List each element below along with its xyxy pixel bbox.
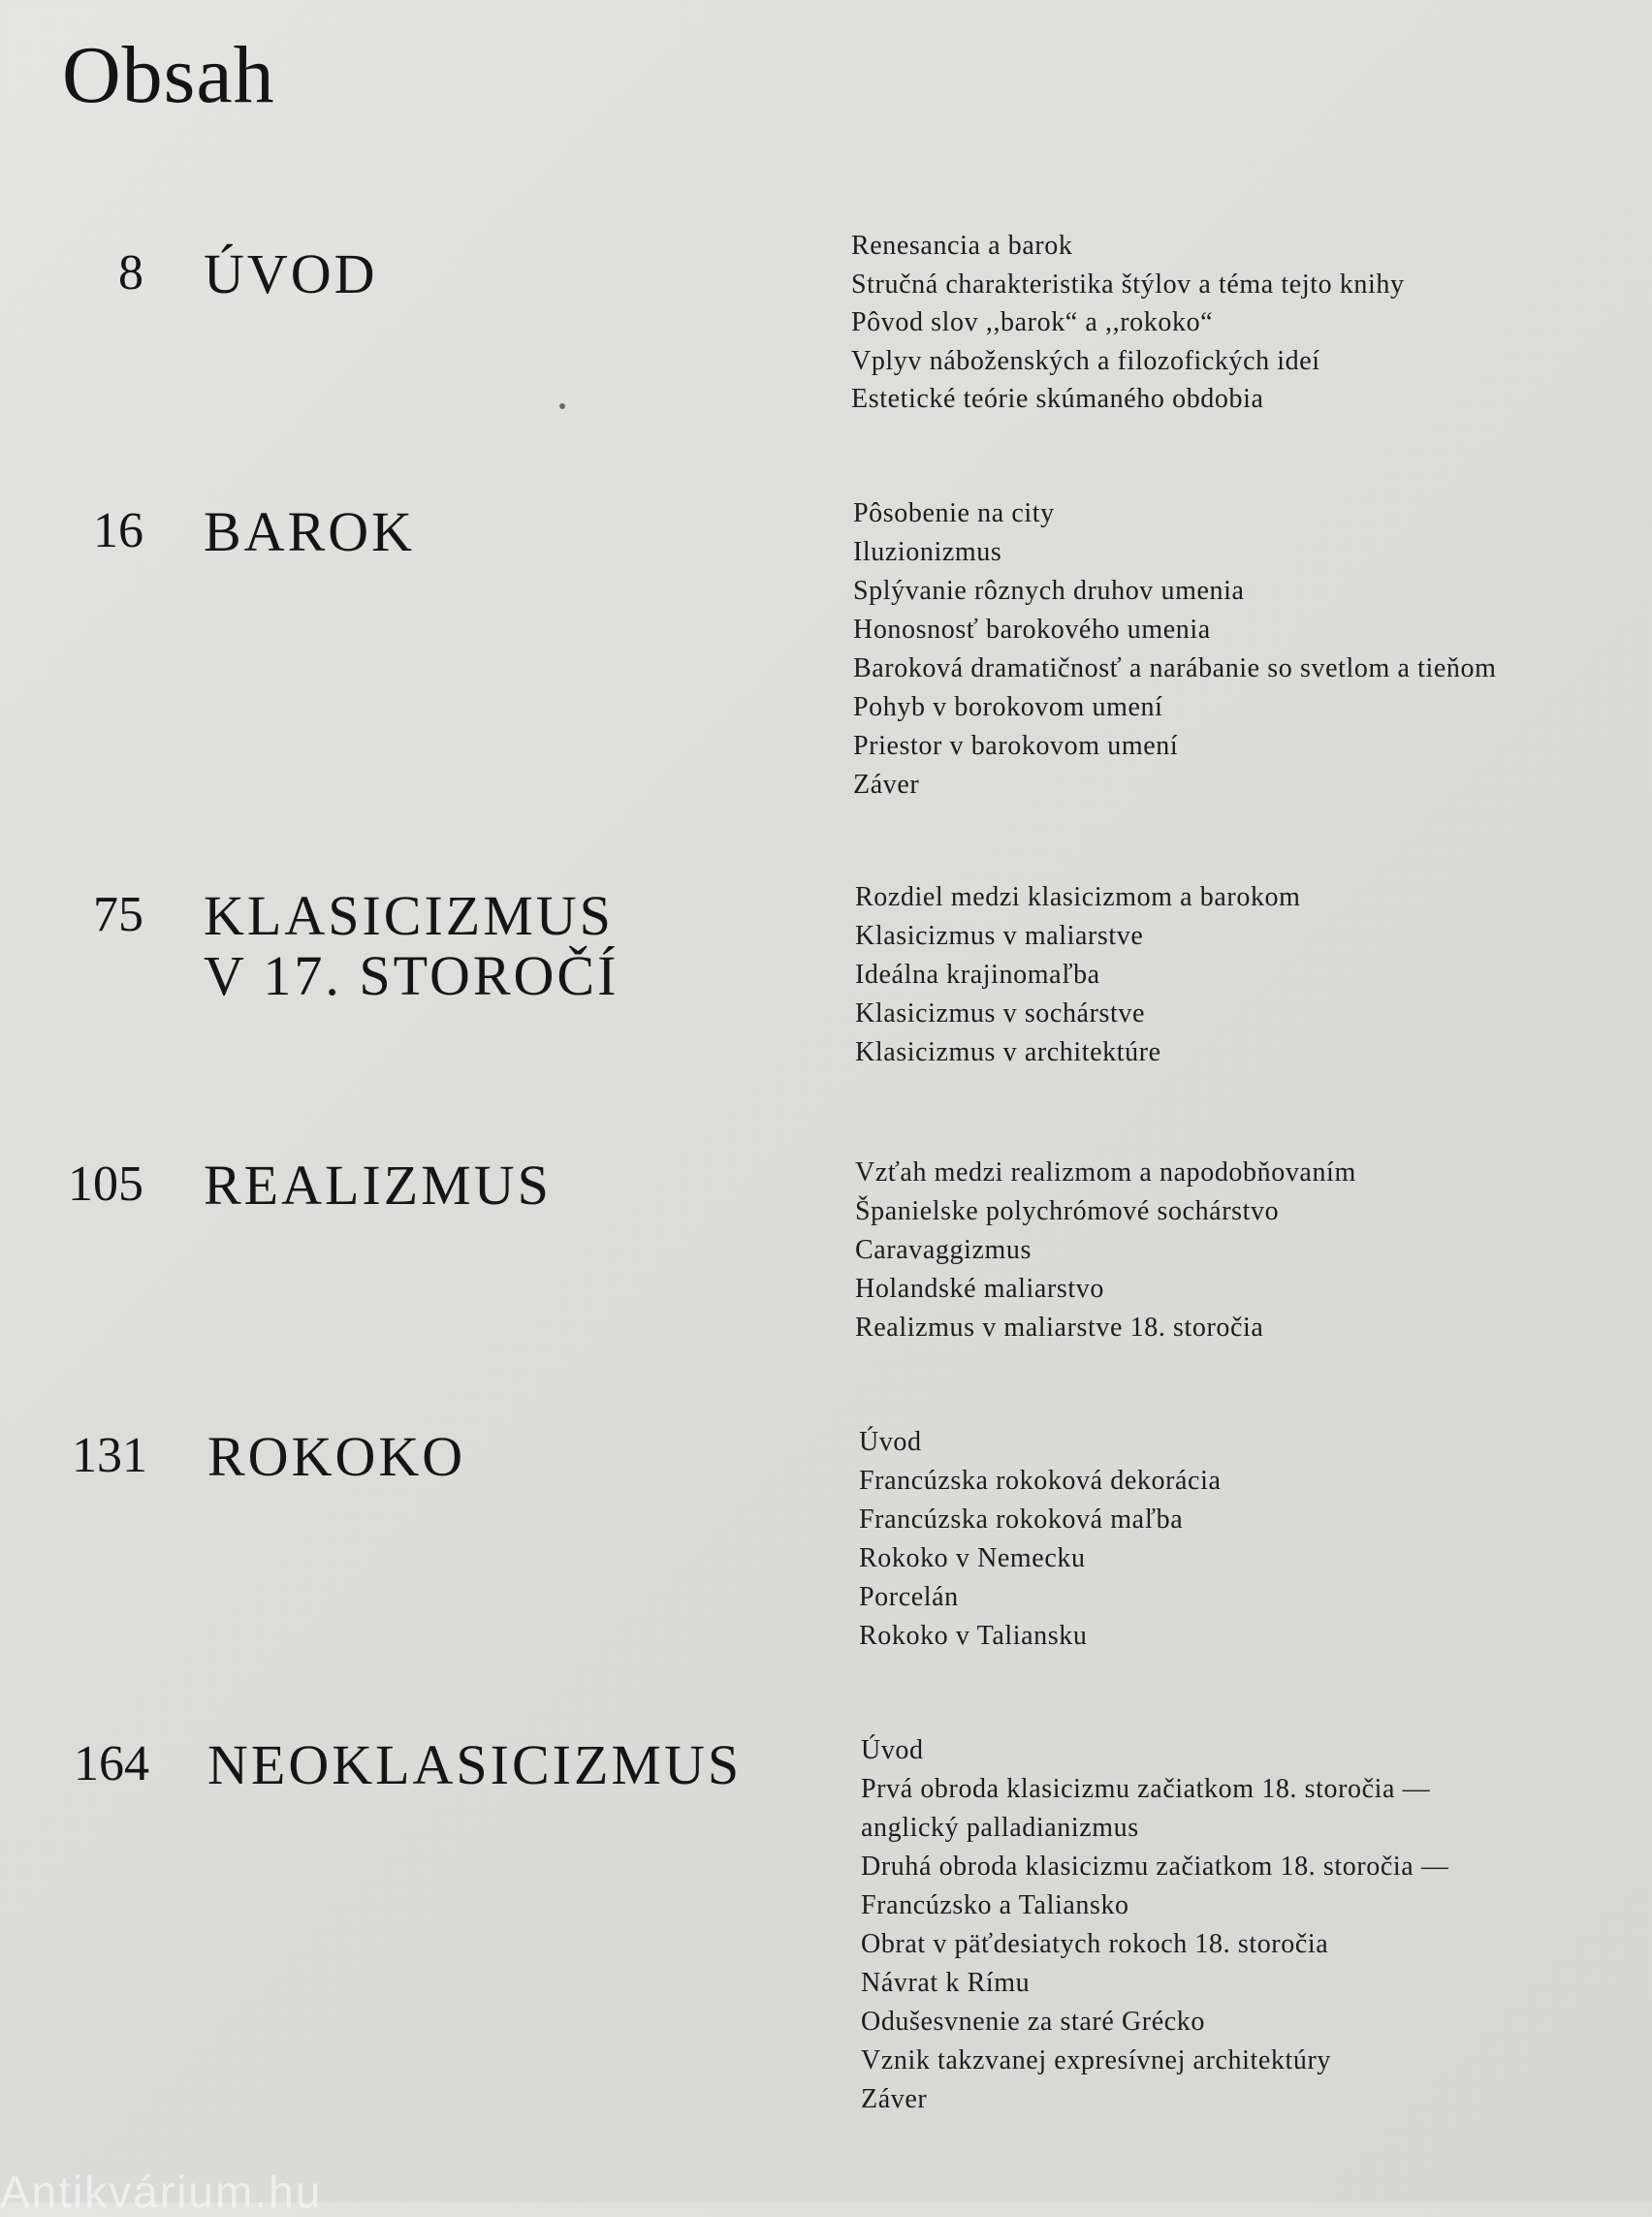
section-title <box>204 244 378 304</box>
topic-item: Iluzionizmus <box>853 537 1002 567</box>
section-page-number: 164 <box>74 1736 149 1791</box>
topic-item: Estetické teórie skúmaného obdobia <box>851 384 1264 414</box>
topic-item: Stručná charakteristika štýlov a téma tejto knihy <box>851 269 1405 300</box>
section-page-number: 105 <box>68 1156 143 1212</box>
topic-item: Porcelán <box>859 1582 959 1612</box>
topic-item: Baroková dramatičnosť a narábanie so svetlom a tieňom <box>853 653 1497 683</box>
topic-item: Španielske polychrómové sochárstvo <box>855 1196 1280 1226</box>
topic-item: Vzťah medzi realizmom a napodobňovaním <box>855 1157 1356 1188</box>
section-page-number: 131 <box>72 1428 147 1483</box>
topic-item: Druhá obroda klasicizmu začiatkom 18. storočia — <box>861 1852 1449 1882</box>
topic-item: Úvod <box>859 1427 922 1457</box>
section-page-number: 8 <box>118 245 143 301</box>
section-title-line: ÚVOD <box>204 242 378 305</box>
section-topics <box>855 1154 1356 1347</box>
topic-item: Klasicizmus v architektúre <box>855 1037 1161 1067</box>
topic-item: Úvod <box>861 1735 924 1765</box>
topic-item: Francúzska rokoková dekorácia <box>859 1466 1222 1496</box>
section-topics <box>855 878 1301 1072</box>
topic-item: Vplyv náboženských a filozofických ideí <box>851 345 1320 376</box>
topic-item: Záver <box>853 770 920 800</box>
paper-speck <box>559 403 565 409</box>
topic-item: Odušesvnenie za staré Grécko <box>861 2007 1205 2037</box>
topic-item: Obrat v päťdesiatych rokoch 18. storočia <box>861 1929 1329 1959</box>
topic-item: Rokoko v Taliansku <box>859 1621 1088 1651</box>
topic-item: Klasicizmus v maliarstve <box>855 921 1144 951</box>
topic-item: Holandské maliarstvo <box>855 1274 1104 1304</box>
section-title-line: KLASICIZMUS <box>204 884 614 947</box>
topic-item: Realizmus v maliarstve 18. storočia <box>855 1313 1264 1343</box>
topic-item: Prvá obroda klasicizmu začiatkom 18. storočia — <box>861 1774 1431 1804</box>
section-topics <box>859 1423 1221 1656</box>
page-title: Obsah <box>62 30 275 120</box>
section-title <box>204 1156 552 1216</box>
topic-item: Vznik takzvanej expresívnej architektúry <box>861 2045 1332 2075</box>
topic-item: Rokoko v Nemecku <box>859 1543 1086 1573</box>
topic-item: Ideálna krajinomaľba <box>855 960 1100 990</box>
topic-item: Rozdiel medzi klasicizmom a barokom <box>855 882 1301 912</box>
topic-item: Francúzska rokoková maľba <box>859 1504 1184 1535</box>
section-title <box>207 1735 742 1795</box>
watermark: Antikvárium.hu <box>0 2167 323 2217</box>
topic-item: Pohyb v borokovom umení <box>853 692 1163 722</box>
topic-item: Pôvod slov ,,barok“ a ,,rokoko“ <box>851 307 1214 337</box>
topic-item: Záver <box>861 2084 928 2114</box>
section-title <box>204 886 619 1006</box>
topic-item: Klasicizmus v sochárstve <box>855 998 1145 1029</box>
topic-item: Honosnosť barokového umenia <box>853 615 1211 645</box>
section-page-number: 16 <box>93 503 143 558</box>
section-title <box>204 502 415 562</box>
section-topics <box>851 227 1405 419</box>
section-topics <box>853 494 1496 805</box>
section-title-line: BAROK <box>204 500 416 563</box>
section-title-line: REALIZMUS <box>204 1154 552 1217</box>
section-page-number: 75 <box>93 887 143 942</box>
topic-item: Návrat k Rímu <box>861 1968 1031 1998</box>
section-title <box>207 1427 465 1487</box>
topic-item: Renesancia a barok <box>851 231 1073 261</box>
topic-item: anglický palladianizmus <box>861 1813 1139 1843</box>
topic-item: Priestor v barokovom umení <box>853 731 1179 761</box>
topic-item: Caravaggizmus <box>855 1235 1032 1265</box>
topic-item: Splývanie rôznych druhov umenia <box>853 576 1245 606</box>
section-title-line: ROKOKO <box>207 1425 466 1488</box>
section-title-line: V 17. STOROČÍ <box>204 944 620 1007</box>
section-topics <box>861 1731 1449 2119</box>
section-title-line: NEOKLASICIZMUS <box>207 1733 743 1796</box>
topic-item: Francúzsko a Taliansko <box>861 1890 1129 1920</box>
topic-item: Pôsobenie na city <box>853 498 1055 528</box>
